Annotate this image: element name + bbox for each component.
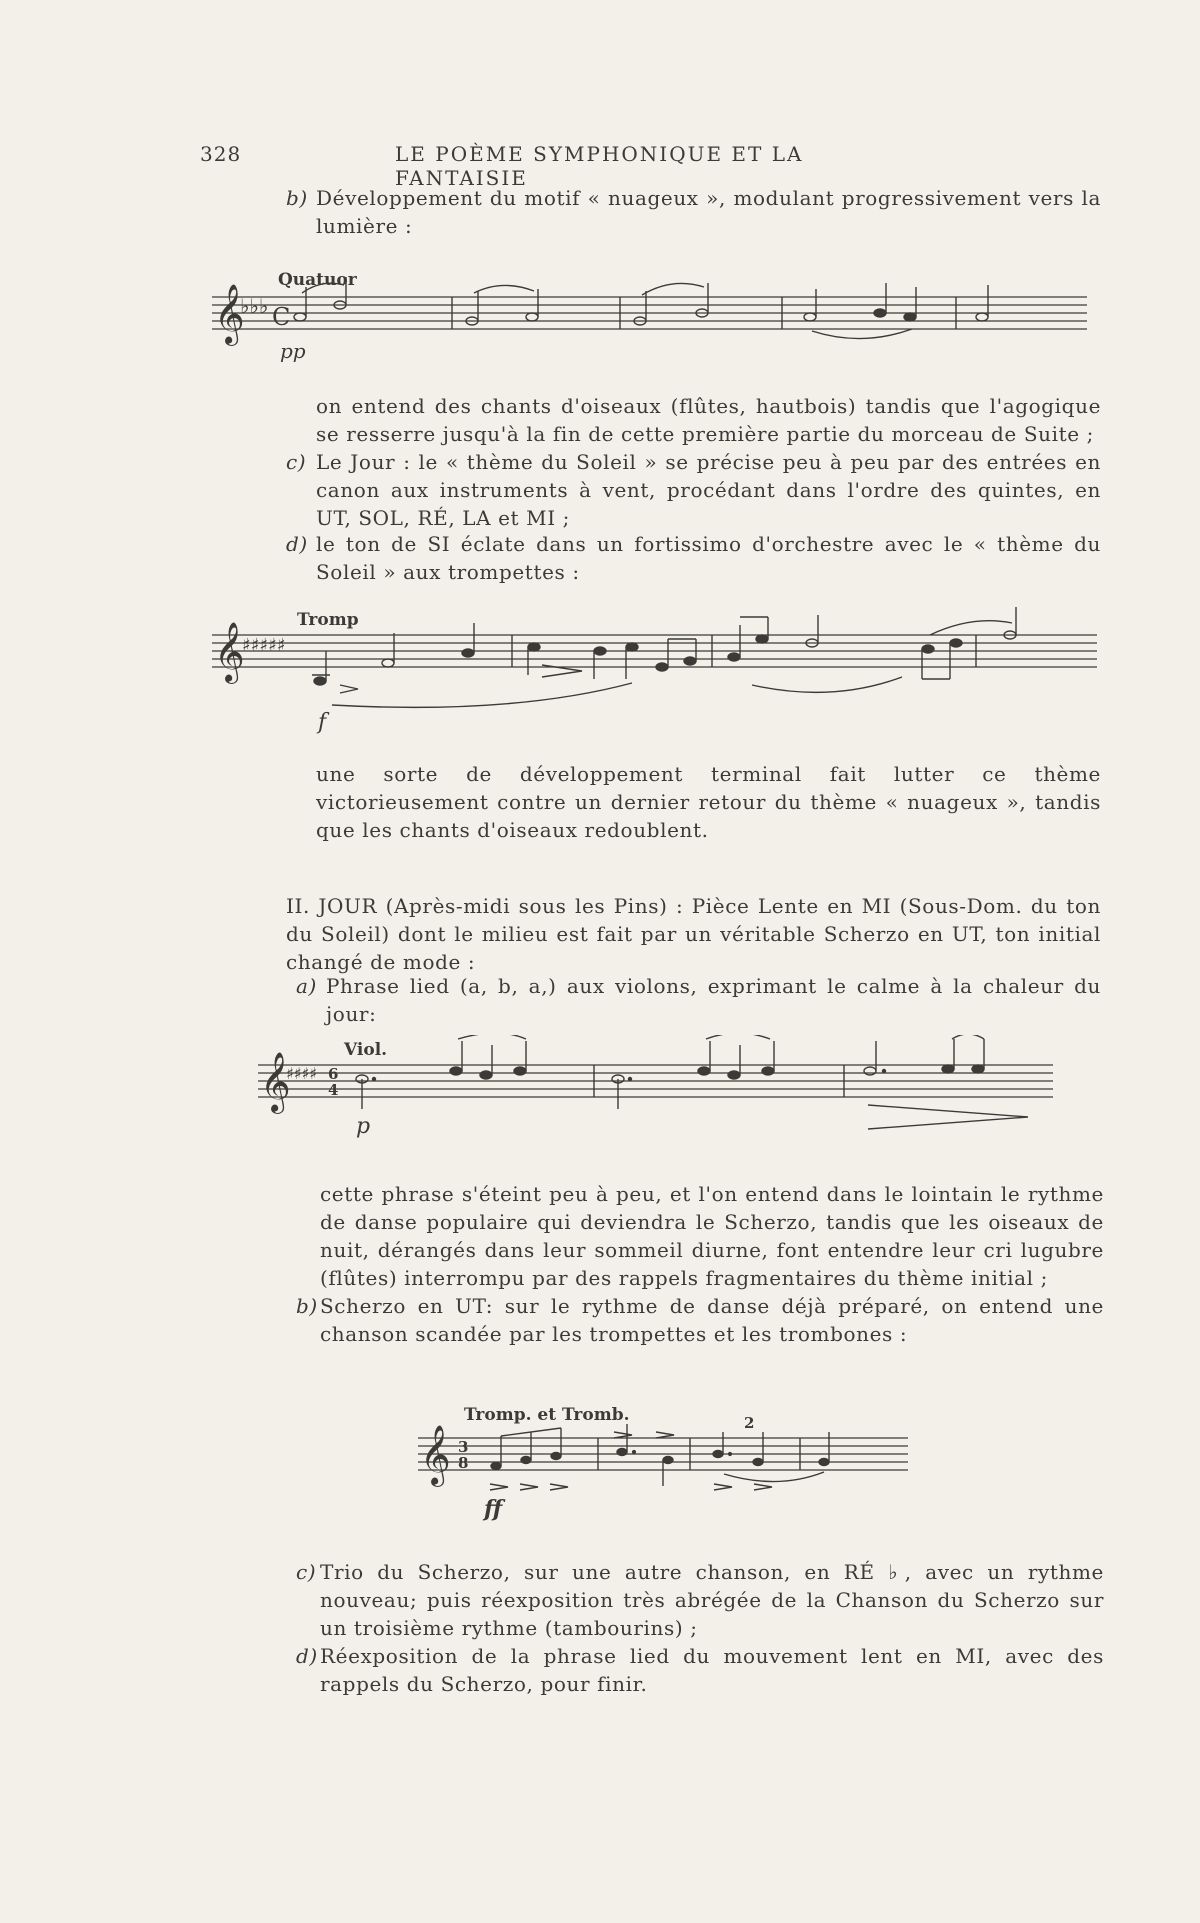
treble-clef-icon: 𝄞 xyxy=(260,1052,291,1112)
item-label: d) xyxy=(286,532,308,556)
paragraph-phrase-fades: cette phrase s'éteint peu à peu, et l'on entend dans le lointain le rythme de danse populaire qui deviendra le Scherzo, tandis que les oiseaux de nuit, dérangés dans leur sommeil diurne, font entendre leur cri lugubre (flûtes) interrompu par des rappels fragmentaires du thème initial ; xyxy=(320,1182,1104,1290)
item-label: d) xyxy=(296,1644,318,1668)
notes xyxy=(356,1035,1028,1129)
music-score-quatuor xyxy=(212,265,1092,365)
treble-clef-icon: 𝄞 xyxy=(420,1425,451,1485)
measure-repeat-mark: 2 xyxy=(744,1414,755,1432)
item-label: c) xyxy=(286,450,307,474)
paragraph-bird-songs: on entend des chants d'oiseaux (flûtes, hautbois) tandis que l'agogique se resserre jusqu'à la fin de cette première partie du morceau de Suite ; xyxy=(316,394,1101,446)
notes xyxy=(312,607,1016,707)
instrument-label: Quatuor xyxy=(278,270,357,290)
section-ii-jour: II. JOUR (Après-midi sous les Pins) : Pièce Lente en MI (Sous-Dom. du ton du Soleil) dont le milieu est fait par un véritable Scherzo en UT, ton initial changé de mode : xyxy=(286,894,1101,974)
flat-key-signature-icon: ♭♭♭ xyxy=(240,294,269,318)
common-time-icon: C xyxy=(272,303,291,331)
item-label: b) xyxy=(296,1294,318,1318)
time-signature-icon: 3 xyxy=(458,1438,469,1456)
running-title: LE POÈME SYMPHONIQUE ET LA FANTAISIE xyxy=(395,142,804,190)
dynamic-marking: ff xyxy=(484,1496,503,1522)
staff-lines xyxy=(212,635,1097,667)
item-text: Le Jour : le « thème du Soleil » se précise peu à peu par des entrées en canon aux instruments à vent, procédant dans l'ordre des quintes, en UT, SOL, RÉ, LA et MI ; xyxy=(316,450,1101,530)
sharp-key-signature-icon: ♯♯♯♯♯ xyxy=(242,635,286,656)
paragraph-terminal-development: une sorte de développement terminal fait lutter ce thème victorieusement contre un dernier retour du thème « nuageux », tandis que les chants d'oiseaux redoublent. xyxy=(316,762,1101,842)
dynamic-marking: pp xyxy=(280,339,306,363)
music-score-trompettes xyxy=(212,605,1102,735)
music-score-violons xyxy=(258,1035,1058,1145)
item-text: Développement du motif « nuageux », modulant progressivement vers la lumière : xyxy=(316,186,1101,238)
music-score-trompettes-trombones xyxy=(418,1400,918,1525)
time-signature-icon: 8 xyxy=(458,1454,469,1472)
time-signature-icon: 6 xyxy=(328,1065,339,1083)
item-label: b) xyxy=(286,186,308,210)
item-text: Phrase lied (a, b, a,) aux violons, exprimant le calme à la chaleur du jour: xyxy=(326,974,1101,1026)
treble-clef-icon: 𝄞 xyxy=(214,284,245,344)
item-text: Trio du Scherzo, sur une autre chanson, en RÉ ♭, avec un rythme nouveau; puis réexposition très abrégée de la Chanson du Scherzo sur un troisième rythme (tambourins) ; xyxy=(320,1560,1104,1640)
dynamic-marking: p xyxy=(356,1114,371,1139)
notes xyxy=(490,1424,829,1490)
time-signature-icon: 4 xyxy=(328,1081,339,1099)
dynamic-marking: f xyxy=(318,710,327,735)
item-text: le ton de SI éclate dans un fortissimo d'orchestre avec le « thème du Soleil » aux trompettes : xyxy=(316,532,1101,584)
treble-clef-icon: 𝄞 xyxy=(214,622,245,682)
instrument-label: Tromp. et Tromb. xyxy=(464,1405,630,1425)
item-label: c) xyxy=(296,1560,317,1584)
page-number: 328 xyxy=(200,142,242,166)
staff-lines xyxy=(258,1065,1053,1097)
instrument-label: Tromp xyxy=(297,610,359,630)
sharp-key-signature-icon: ♯♯♯♯ xyxy=(286,1064,317,1083)
item-label: a) xyxy=(296,974,317,998)
item-text: Réexposition de la phrase lied du mouvement lent en MI, avec des rappels du Scherzo, pour finir. xyxy=(320,1644,1104,1696)
item-text: Scherzo en UT: sur le rythme de danse déjà préparé, on entend une chanson scandée par les trompettes et les trombones : xyxy=(320,1294,1104,1346)
instrument-label: Viol. xyxy=(344,1040,388,1060)
